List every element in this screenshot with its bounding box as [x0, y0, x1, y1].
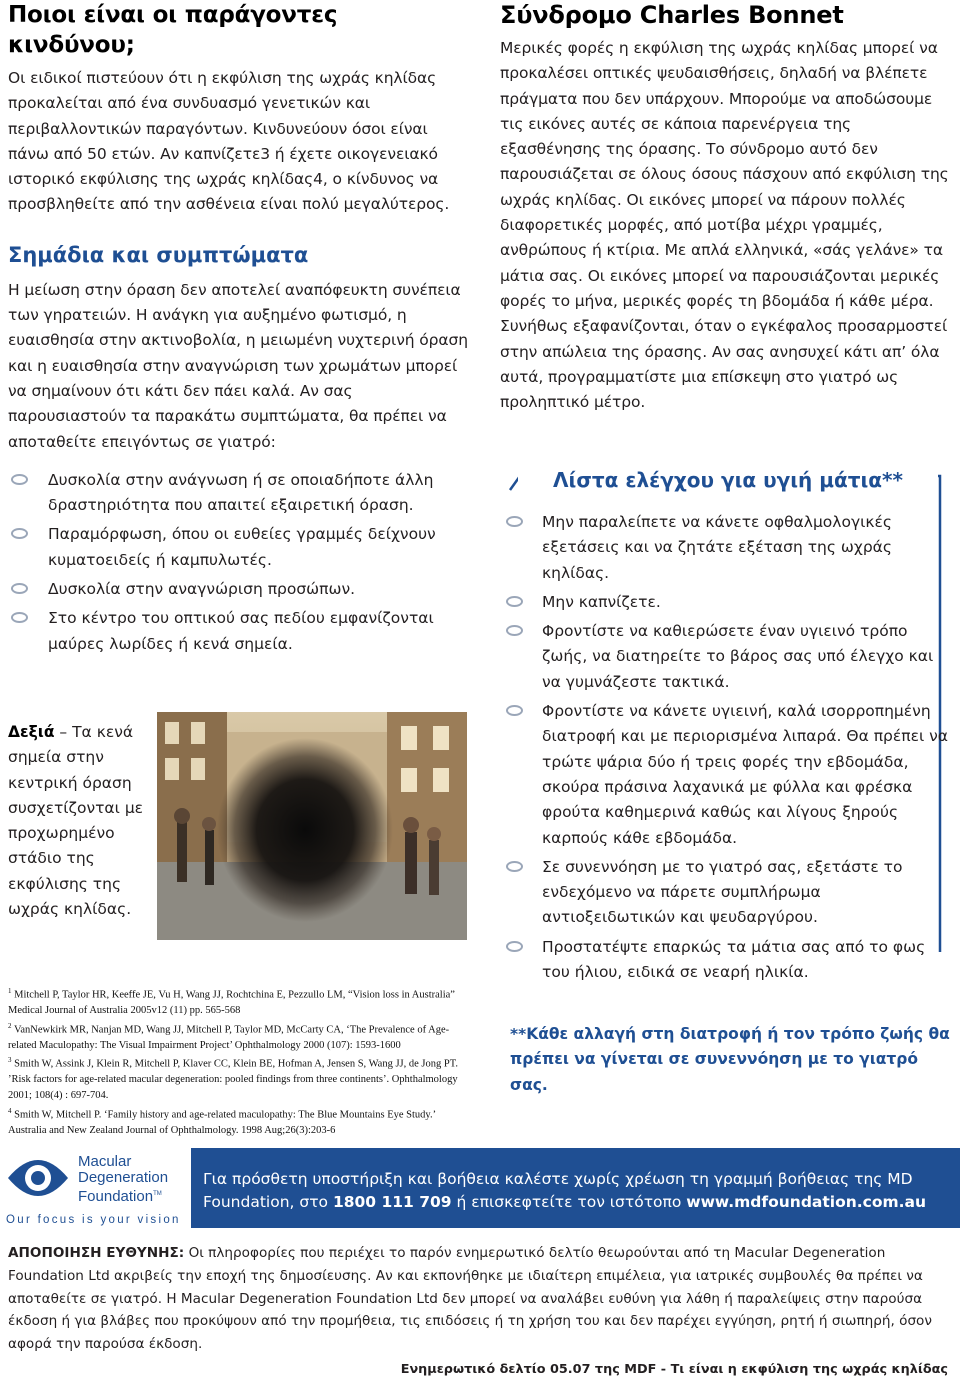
references	[8, 984, 470, 1138]
list-item	[8, 468, 470, 519]
footer-banner	[0, 1148, 960, 1230]
list-item	[8, 606, 470, 657]
helpline-mid: ή επισκεφτείτε τον ιστότοπο	[456, 1193, 682, 1211]
caption-label: Δεξιά	[8, 723, 55, 741]
reference-text: Smith W, Assink J, Klein R, Mitchell P, Klaver CC, Klein BE, Hofman A, Jensen S, Wang JJ, de Jong PT. ’Risk factors for age-related macular degeneration: pooled findings from three continents’. Ophthalmology 2001; 108(4) : 697-704.	[8, 1058, 458, 1102]
healthy-eyes-checklist	[500, 462, 952, 982]
reference-item	[8, 984, 470, 1019]
caption-text: Τα κενά σημεία στην κεντρική όραση συσχετίζονται με προχωρημένο στάδιο της εκφύλισης της ωχράς κηλίδας.	[8, 723, 144, 919]
disclaimer	[8, 1242, 952, 1356]
checklist-items	[500, 510, 952, 985]
checklist-text: Φροντίστε να καθιερώσετε έναν υγιεινό τρόπο ζωής, να διατηρείτε το βάρος σας υπό έλεγχο και να γυμνάζεστε τακτικά.	[542, 622, 934, 691]
list-item	[500, 855, 952, 931]
helpline-text	[203, 1168, 953, 1214]
charles-bonnet-text: Μερικές φορές η εκφύλιση της ωχράς κηλίδας μπορεί να προκαλέσει οπτικές ψευδαισθήσεις, δηλαδή να βλέπετε πράγματα που δεν υπάρχουν. Μπορούμε να αποδώσουμε τις εικόνες αυτές σε κάποια παρενέργεια της εξασθένησης της όρασης. Το σύνδρομο αυτό δεν παρουσιάζεται σε όλους όσους πάσχουν από εκφύλιση της ωχράς κηλίδας. Οι εικόνες μπορεί να πάρουν πολλές διαφορετικές μορφές, από μοτίβα μέχρι γραμμές, ανθρώπους ή κτίρια. Με απλά ελληνικά, «σάς γελάνε» τα μάτια σας. Οι εικόνες μπορεί να παρουσιάζονται μερικές φορές το μήνα, μερικές φορές τη βδομάδα ή κάθε μέρα. Συνήθως εξαφανίζονται, όταν ο εγκέφαλος προσαρμοστεί στην απώλεια της όρασης. Αν σας ανησυχεί κάτι απ’ όλα αυτά, προγραμματίστε μια επίσκεψη στο γιατρό ως προληπτικό μέτρο.	[500, 39, 949, 412]
helpline-website-link[interactable]: www.mdfoundation.com.au	[686, 1193, 927, 1211]
symptom-text: Δυσκολία στην αναγνώριση προσώπων.	[48, 580, 356, 599]
bullet-ring-icon	[506, 941, 523, 952]
checklist-title: Λίστα ελέγχου για υγιή μάτια**	[547, 468, 909, 492]
right-column	[500, 0, 952, 415]
reference-item	[8, 1053, 470, 1103]
risk-factors-heading: Ποιοι είναι οι παράγοντες κινδύνου;	[8, 2, 338, 58]
signs-text: Η μείωση στην όραση δεν αποτελεί αναπόφευκτη συνέπεια των γηρατειών. Η ανάγκη για αυξημένο φωτισμό, η ευαισθησία στην ακτινοβολία, η μειωμένη νυχτερινή όραση και η ευαισθησία στην αναγνώριση των χρωμάτων μπορεί να σημαίνουν ότι κάτι δεν πάει καλά. Αν σας παρουσιαστούν τα παρακάτω συμπτώματα, θα πρέπει να αποταθείτε επειγόντως σε γιατρό:	[8, 280, 468, 451]
symptom-text: Παραμόρφωση, όπου οι ευθείες γραμμές δείχνουν κυματοειδείς ή καμπυλωτές.	[48, 525, 436, 569]
photo-caption	[8, 720, 148, 922]
mdf-logo	[6, 1148, 191, 1230]
disclaimer-label: ΑΠΟΠΟΙΗΣΗ ΕΥΘΥΝΗΣ:	[8, 1245, 185, 1261]
helpline-phone[interactable]: 1800 111 709	[332, 1193, 452, 1211]
logo-tm: TM	[153, 1191, 162, 1197]
lifestyle-note: **Κάθε αλλαγή στη διατροφή ή τον τρόπο ζωής θα πρέπει να γίνεται σε συνεννόηση με το γιατρό σας.	[510, 1025, 950, 1094]
street-scene-illustration	[157, 712, 467, 940]
charles-bonnet-heading: Σύνδρομο Charles Bonnet	[500, 1, 844, 29]
list-item	[500, 699, 952, 851]
logo-tagline: Our focus is your vision	[6, 1214, 181, 1226]
checklist-text: Μην παραλείπετε να κάνετε οφθαλμολογικές εξετάσεις και να ζητάτε εξέταση της ωχράς κηλίδας.	[542, 513, 892, 582]
reference-text: Smith W, Mitchell P. ‘Family history and age-related maculopathy: The Blue Mountains Eye Study.’ Australia and New Zealand Journal of Ophthalmology. 1998 Aug;26(3):203-6	[8, 1109, 436, 1136]
list-item	[8, 577, 470, 602]
checklist-text: Φροντίστε να κάνετε υγιεινή, καλά ισορροπημένη διατροφή και με περιορισμένα λιπαρά. Θα πρέπει να τρώτε ψάρια δύο ή τρεις φορές την εβδομάδα, σκούρα πράσινα λαχανικά με φύλλα και φρέσκα φρούτα καθημερινά καθώς και λίγους ξηρούς καρπούς κάθε εβδομάδα.	[542, 702, 949, 847]
newsletter-footer: Ενημερωτικό δελτίο 05.07 της MDF - Τι είναι η εκφύλιση της ωχράς κηλίδας	[400, 1362, 948, 1377]
helpline-pre: Για πρόσθετη υποστήριξη και βοήθεια καλέστε χωρίς χρέωση τη γραμμή βοήθειας της MD Foundation, στο	[203, 1170, 913, 1211]
bullet-ring-icon	[506, 625, 523, 636]
reference-item	[8, 1019, 470, 1054]
reference-number: 3	[8, 1056, 12, 1065]
bullet-ring-icon	[11, 528, 28, 539]
list-item	[500, 590, 952, 615]
logo-line-2: Degeneration	[78, 1169, 169, 1186]
bullet-ring-icon	[506, 516, 523, 527]
bullet-ring-icon	[506, 596, 523, 607]
eye-logo-icon	[6, 1150, 70, 1206]
list-item	[500, 619, 952, 695]
checklist-title-wrap	[518, 466, 938, 494]
logo-line-3-wrap	[78, 1186, 168, 1205]
bullet-ring-icon	[506, 705, 523, 716]
bullet-ring-icon	[11, 612, 28, 623]
logo-line-1: Macular	[78, 1153, 132, 1170]
macular-degeneration-street-photo	[157, 712, 467, 940]
caption-dash: –	[54, 723, 73, 741]
checklist-text: Σε συνεννόηση με το γιατρό σας, εξετάστε το ενδεχόμενο να πάρετε συμπλήρωμα αντιοξειδωτικών και ψευδαργύρου.	[542, 857, 903, 927]
list-item	[500, 510, 952, 586]
risk-factors-text: Οι ειδικοί πιστεύουν ότι η εκφύλιση της ωχράς κηλίδας προκαλείται από ένα συνδυασμό γενετικών και περιβαλλοντικών παραγόντων. Κινδυνεύουν όσοι είναι πάνω από 50 ετών. Αν καπνίζετε3 ή έχετε οικογενειακό ιστορικό εκφύλισης της ωχράς κηλίδας4, ο κίνδυνος να προσβληθείτε από την ασθένεια είναι πολύ μεγαλύτερος.	[8, 69, 450, 214]
signs-heading: Σημάδια και συμπτώματα	[8, 242, 309, 267]
bullet-ring-icon	[506, 861, 523, 872]
reference-text: Mitchell P, Taylor HR, Keeffe JE, Vu H, Wang JJ, Rochtchina E, Pezzullo LM, “Vision loss in Australia” Medical Journal of Australia 2005v12 (11) pp. 565-568	[8, 989, 455, 1017]
logo-wordmark	[78, 1154, 168, 1205]
bullet-ring-icon	[11, 583, 28, 594]
list-item	[500, 935, 952, 986]
left-column	[8, 0, 470, 657]
reference-item	[8, 1104, 470, 1139]
reference-number: 4	[8, 1106, 12, 1115]
reference-number: 1	[8, 987, 12, 995]
reference-text: VanNewkirk MR, Nanjan MD, Wang JJ, Mitchell P, Taylor MD, McCarty CA, ‘The Prevalence of Age-related Maculopathy: The Visual Impairment Project’ Ophthalmology 2000 (107): 1593-1600	[8, 1024, 450, 1051]
logo-line-3: Foundation	[78, 1188, 154, 1205]
symptom-text: Στο κέντρο του οπτικού σας πεδίου εμφανίζονται μαύρες λωρίδες ή κενά σημεία.	[48, 609, 434, 653]
symptom-text: Δυσκολία στην ανάγνωση ή σε οποιαδήποτε άλλη δραστηριότητα που απαιτεί εξαιρετική όραση.	[48, 470, 434, 515]
checklist-text: Προστατέψτε επαρκώς τα μάτια σας από το φως του ήλιου, ειδικά σε νεαρή ηλικία.	[542, 937, 926, 982]
checklist-text: Μην καπνίζετε.	[542, 592, 661, 611]
list-item	[8, 522, 470, 573]
reference-number: 2	[8, 1021, 12, 1030]
symptom-list	[8, 468, 470, 657]
disclaimer-text: Οι πληροφορίες που περιέχει το παρόν ενημερωτικό δελτίο θεωρούνται από τη Macular Degeneration Foundation Ltd ακριβείς την εποχή της δημοσίευσης. Αν και εκπονήθηκε με ιδιαίτερη επιμέλεια, για ιατρικές συμβουλές θα πρέπει να αποταθείτε σε γιατρό. Η Macular Degeneration Foundation Ltd δεν μπορεί να αναλάβει ευθύνη για λάθη ή παραλείψεις στην παρούσα έκδοση ή για βλάβες που προκύψουν από την προμήθεια, τις επιδόσεις ή τη χρήση του και δεν παρέχει εγγύηση, ρητή ή σιωπηρή, όσον αφορά την παρούσα έκδοση.	[8, 1245, 932, 1353]
bullet-ring-icon	[11, 474, 28, 485]
